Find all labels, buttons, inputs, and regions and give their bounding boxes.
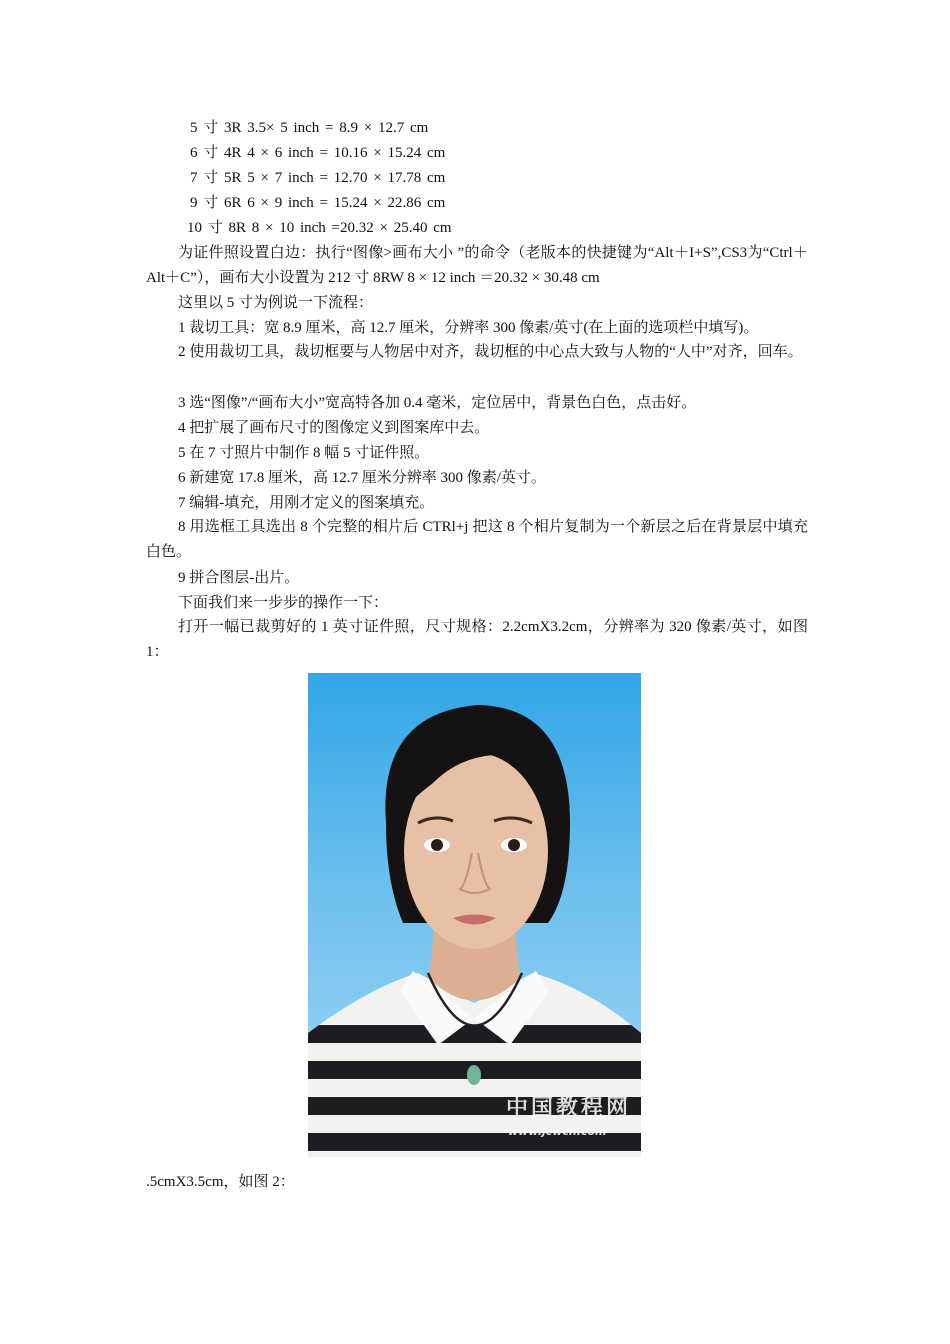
step-5: 5 在 7 寸照片中制作 8 幅 5 寸证件照。: [178, 445, 430, 461]
size-row-9: 9 寸 6R 6 × 9 inch = 15.24 × 22.86 cm: [190, 195, 446, 211]
example-heading: 这里以 5 寸为例说一下流程：: [178, 295, 374, 311]
step-1: 1 裁切工具：宽 8.9 厘米，高 12.7 厘米，分辨率 300 像素/英寸(在上面的选项栏中填写)。: [178, 320, 759, 336]
step-by-step-line: 下面我们来一步步的操作一下：: [178, 595, 389, 611]
step-9: 9 拼合图层-出片。: [178, 570, 300, 586]
step-8: 8 用选框工具选出 8 个完整的相片后 CTRl+j 把这 8 个相片复制为一个新层之后在背景层中填充白色。: [146, 519, 808, 560]
step-7: 7 编辑-填充，用刚才定义的图案填充。: [178, 495, 435, 511]
size-row-5: 5 寸 3R 3.5× 5 inch = 8.9 × 12.7 cm: [190, 120, 429, 136]
intro-paragraph: 为证件照设置白边：执行“图像>画布大小 ”的命令（老版本的快捷键为“Alt＋I+S”,CS3为“Ctrl＋Alt＋C”），画布大小设置为 212 寸 8RW 8 × 12 inch ＝20.32 × 30.48 cm: [146, 245, 808, 286]
step-4: 4 把扩展了画布尺寸的图像定义到图案库中去。: [178, 420, 490, 436]
size-row-7: 7 寸 5R 5 × 7 inch = 12.70 × 17.78 cm: [190, 170, 446, 186]
watermark-url: www.jcwcn.com: [508, 1125, 607, 1138]
open-photo-paragraph: 打开一幅已裁剪好的 1 英寸证件照，尺寸规格：2.2cmX3.2cm，分辨率为 320 像素/英寸，如图 1：: [146, 619, 808, 660]
id-photo-figure-1: [308, 673, 641, 1157]
size-row-6: 6 寸 4R 4 × 6 inch = 10.16 × 15.24 cm: [190, 145, 446, 161]
step-6: 6 新建宽 17.8 厘米，高 12.7 厘米分辨率 300 像素/英寸。: [178, 470, 546, 486]
step-2: 2 使用裁切工具，裁切框要与人物居中对齐，裁切框的中心点大致与人物的“人中”对齐，回车。: [178, 344, 803, 360]
portrait-illustration: [308, 673, 641, 1157]
size-row-10: 10 寸 8R 8 × 10 inch =20.32 × 25.40 cm: [187, 220, 452, 236]
watermark-text: 中国教程网: [506, 1096, 632, 1121]
tail-line: .5cmX3.5cm，如图 2：: [146, 1174, 295, 1190]
step-3: 3 选“图像”/“画布大小”宽高特各加 0.4 毫米，定位居中，背景色白色，点击好。: [178, 395, 697, 411]
